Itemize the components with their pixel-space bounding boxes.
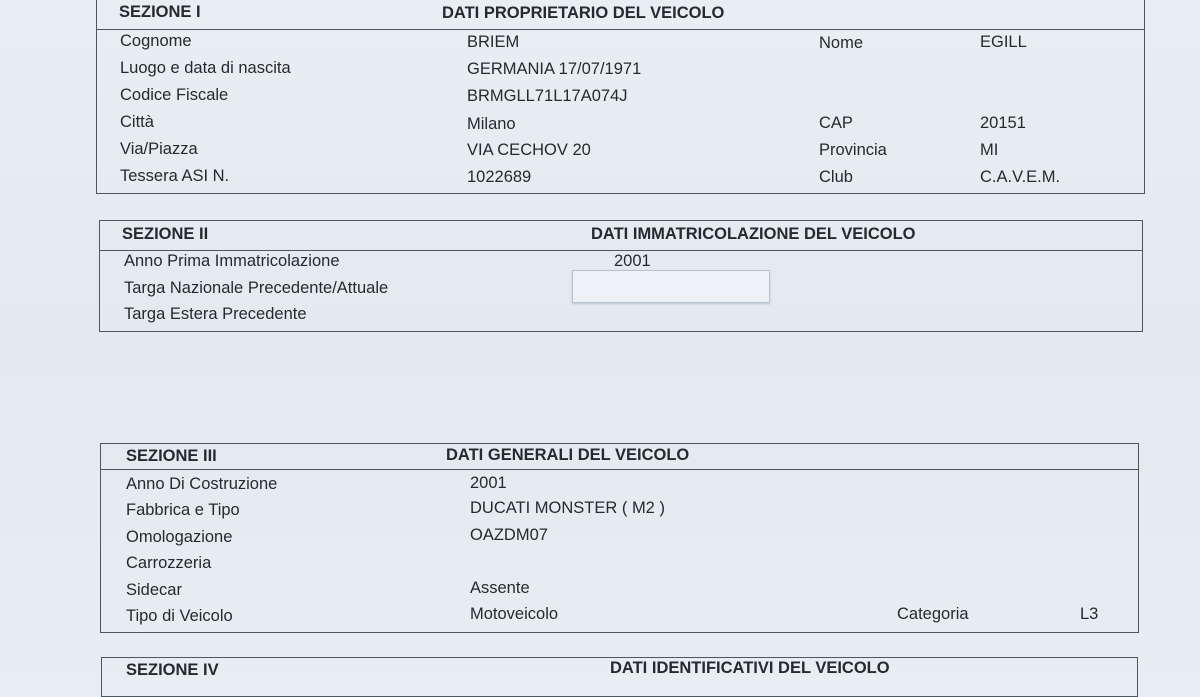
tipo-veicolo-value: Motoveicolo [470, 605, 559, 623]
tessera-label: Tessera ASI N. [120, 167, 230, 185]
section-4-title: DATI IDENTIFICATIVI DEL VEICOLO [610, 659, 890, 677]
fabbrica-value: DUCATI MONSTER ( M2 ) [470, 499, 665, 517]
section-2-title: DATI IMMATRICOLAZIONE DEL VEICOLO [591, 225, 916, 243]
section-4-identification [101, 657, 1138, 697]
section-3-general [100, 443, 1139, 633]
section-1-title: DATI PROPRIETARIO DEL VEICOLO [442, 4, 725, 22]
section-3-title: DATI GENERALI DEL VEICOLO [446, 446, 690, 464]
cap-label: CAP [819, 114, 853, 132]
via-value: VIA CECHOV 20 [467, 141, 591, 159]
sidecar-label: Sidecar [126, 581, 182, 599]
cap-value: 20151 [980, 114, 1026, 132]
tessera-value: 1022689 [467, 168, 532, 186]
nascita-value: GERMANIA 17/07/1971 [467, 60, 642, 78]
nome-value: EGILL [980, 33, 1027, 51]
anno-immatricolazione-value: 2001 [614, 252, 651, 270]
section-1-header [97, 0, 1144, 30]
fabbrica-label: Fabbrica e Tipo [126, 501, 240, 519]
anno-costruzione-label: Anno Di Costruzione [126, 475, 278, 493]
targa-estera-label: Targa Estera Precedente [124, 305, 307, 323]
club-label: Club [819, 168, 853, 186]
cognome-label: Cognome [120, 32, 192, 50]
categoria-label: Categoria [897, 605, 969, 623]
codice-fiscale-value: BRMGLL71L17A074J [467, 87, 628, 105]
citta-value: Milano [467, 115, 516, 133]
section-4-number: SEZIONE IV [126, 661, 219, 679]
section-4-header [102, 658, 1137, 688]
section-1-number: SEZIONE I [119, 3, 201, 21]
section-2-header [100, 221, 1142, 251]
codice-fiscale-label: Codice Fiscale [120, 86, 229, 104]
cognome-value: BRIEM [467, 33, 520, 51]
section-3-header [101, 444, 1138, 470]
section-3-number: SEZIONE III [126, 447, 217, 465]
club-value: C.A.V.E.M. [980, 168, 1061, 186]
anno-immatricolazione-label: Anno Prima Immatricolazione [124, 252, 340, 270]
section-2-number: SEZIONE II [122, 225, 209, 243]
sidecar-value: Assente [470, 579, 530, 597]
citta-label: Città [120, 113, 154, 131]
nome-label: Nome [819, 34, 864, 52]
anno-costruzione-value: 2001 [470, 474, 507, 492]
nascita-label: Luogo e data di nascita [120, 59, 291, 77]
via-label: Via/Piazza [120, 140, 198, 158]
provincia-label: Provincia [819, 141, 887, 159]
tipo-veicolo-label: Tipo di Veicolo [126, 607, 233, 625]
provincia-value: MI [980, 141, 999, 159]
categoria-value: L3 [1080, 605, 1099, 623]
targa-nazionale-label: Targa Nazionale Precedente/Attuale [124, 279, 389, 297]
omologazione-value: OAZDM07 [470, 526, 548, 544]
carrozzeria-label: Carrozzeria [126, 554, 212, 572]
omologazione-label: Omologazione [126, 528, 233, 546]
redacted-plate-sticker [572, 270, 770, 303]
